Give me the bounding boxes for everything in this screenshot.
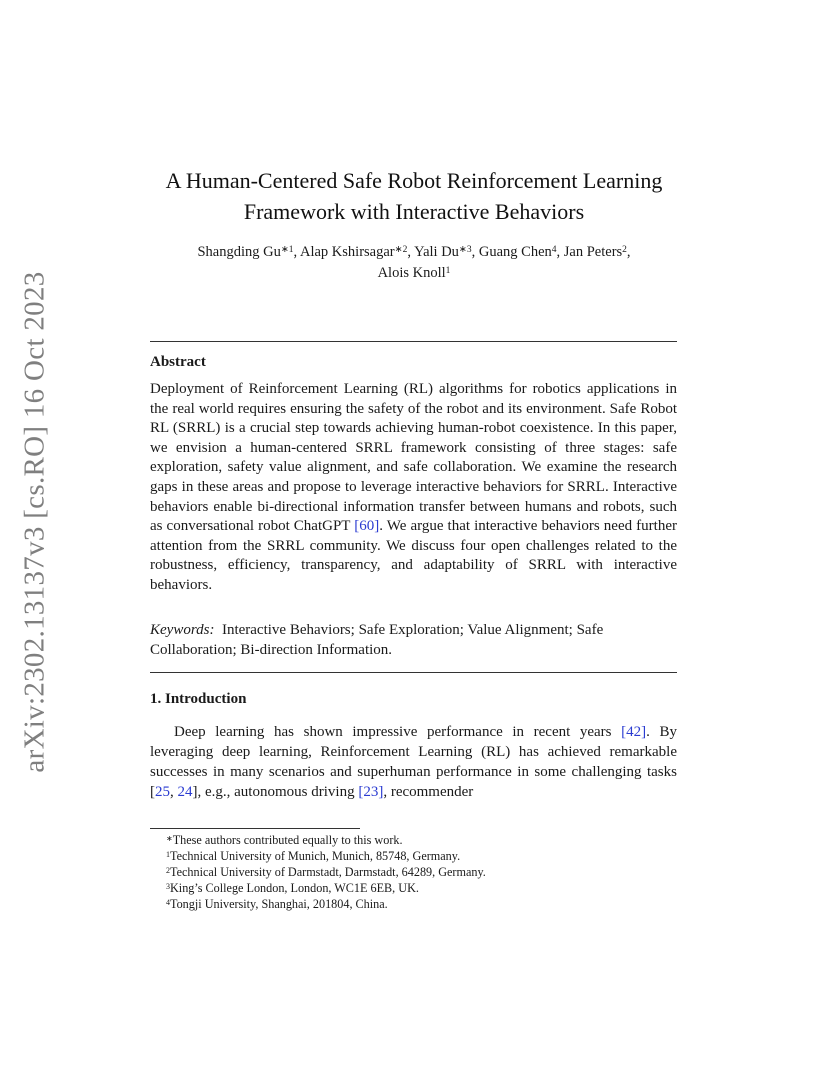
abstract-bottom-rule xyxy=(150,672,677,673)
author-separator: , xyxy=(626,244,631,260)
author-separator: , xyxy=(407,244,415,260)
intro-text-part: , recommender xyxy=(383,784,474,800)
author-line-1 xyxy=(110,242,718,263)
keywords xyxy=(150,621,677,660)
author-name: Alap Kshirsagar xyxy=(299,244,395,260)
footnote-text: Technical University of Munich, Munich, 85748, Germany. xyxy=(170,849,461,864)
author-name: Alois Knoll xyxy=(377,265,446,281)
footnote-mark: ∗ xyxy=(166,834,173,843)
abstract-top-rule xyxy=(150,341,677,342)
author-list xyxy=(110,242,718,284)
intro-text-part: . By leveraging deep learning, Reinforcement Learning (RL) has achieved remarkable successes in many scenarios and superhuman performance in some challenging tasks [ xyxy=(150,724,677,800)
arxiv-identifier: arXiv:2302.13137v3 [cs.RO] 16 Oct 2023 xyxy=(18,271,51,773)
citation-link[interactable]: 25 xyxy=(155,784,170,800)
footnotes xyxy=(166,832,666,912)
author-affiliation-mark: ∗3 xyxy=(458,245,472,255)
citation-link[interactable]: [23] xyxy=(358,784,384,800)
footnote-text: Tongji University, Shanghai, 201804, China. xyxy=(170,897,388,912)
keywords-text: Interactive Behaviors; Safe Exploration; Value Alignment; Safe Collaboration; Bi-direction Information. xyxy=(150,622,604,658)
intro-text-part: , xyxy=(170,784,178,800)
author-affiliation-mark: ∗2 xyxy=(394,245,408,255)
paper-title xyxy=(100,165,728,227)
citation-link[interactable]: 24 xyxy=(177,784,193,800)
footnote-mark: 1 xyxy=(166,850,170,860)
author-name: Jan Peters xyxy=(563,244,623,260)
author-separator: , xyxy=(556,244,564,260)
intro-text-part: Deep learning has shown impressive performance in recent years xyxy=(174,724,622,740)
footnote-mark: 3 xyxy=(166,882,170,892)
introduction-paragraph xyxy=(150,722,677,802)
abstract-text xyxy=(150,380,677,596)
abstract-text-part: . We argue that interactive behaviors need further attention from the SRRL community. We discuss four open challenges related to the robustness, efficiency, transparency, and adaptability of SRRL with interactive behaviors. xyxy=(150,518,677,593)
footnote-rule xyxy=(150,828,360,829)
footnote-mark: 4 xyxy=(166,898,170,908)
footnote-text: Technical University of Darmstadt, Darmstadt, 64289, Germany. xyxy=(170,865,486,880)
section-heading-introduction: 1. Introduction xyxy=(150,691,247,707)
author-affiliation-mark: 4 xyxy=(551,245,557,255)
citation-link[interactable]: [42] xyxy=(621,724,647,740)
footnote-text: King’s College London, London, WC1E 6EB, UK. xyxy=(170,881,419,896)
footnote-item xyxy=(166,848,666,864)
author-affiliation-mark: ∗1 xyxy=(280,245,294,255)
abstract-text-part: Deployment of Reinforcement Learning (RL) algorithms for robotics applications in the real world requires ensuring the safety of the robot and its environment. Safe Robot RL (SRRL) is a crucial step towards achieving human-robot coexistence. In this paper, we envision a human-centered SRRL framework consisting of three stages: safe exploration, safety value alignment, and safe collaboration. We examine the research gaps in these areas and propose to leverage interactive behaviors for SRRL. Interactive behaviors enable bi-directional information transfer between humans and robots, such as conversational robot ChatGPT xyxy=(150,381,677,535)
author-name: Guang Chen xyxy=(478,244,552,260)
abstract-heading: Abstract xyxy=(150,354,206,370)
author-separator: , xyxy=(293,244,300,260)
footnote-mark: 2 xyxy=(166,866,170,876)
footnote-item xyxy=(166,864,666,880)
footnote-item xyxy=(166,896,666,912)
author-affiliation-mark: 2 xyxy=(622,245,627,255)
author-separator: , xyxy=(471,244,479,260)
author-name: Yali Du xyxy=(414,244,459,260)
footnote-item xyxy=(166,832,666,848)
title-line-1: A Human-Centered Safe Robot Reinforcement Learning xyxy=(165,168,663,193)
intro-text-part: ], e.g., autonomous driving xyxy=(192,784,359,800)
citation-link[interactable]: [60] xyxy=(354,518,380,535)
keywords-label: Keywords: xyxy=(150,622,215,638)
title-line-2: Framework with Interactive Behaviors xyxy=(243,199,585,224)
footnote-item xyxy=(166,880,666,896)
author-affiliation-mark: 1 xyxy=(445,266,451,276)
footnote-text: These authors contributed equally to this work. xyxy=(172,833,403,847)
author-line-2 xyxy=(110,263,718,284)
author-name: Shangding Gu xyxy=(197,244,281,260)
